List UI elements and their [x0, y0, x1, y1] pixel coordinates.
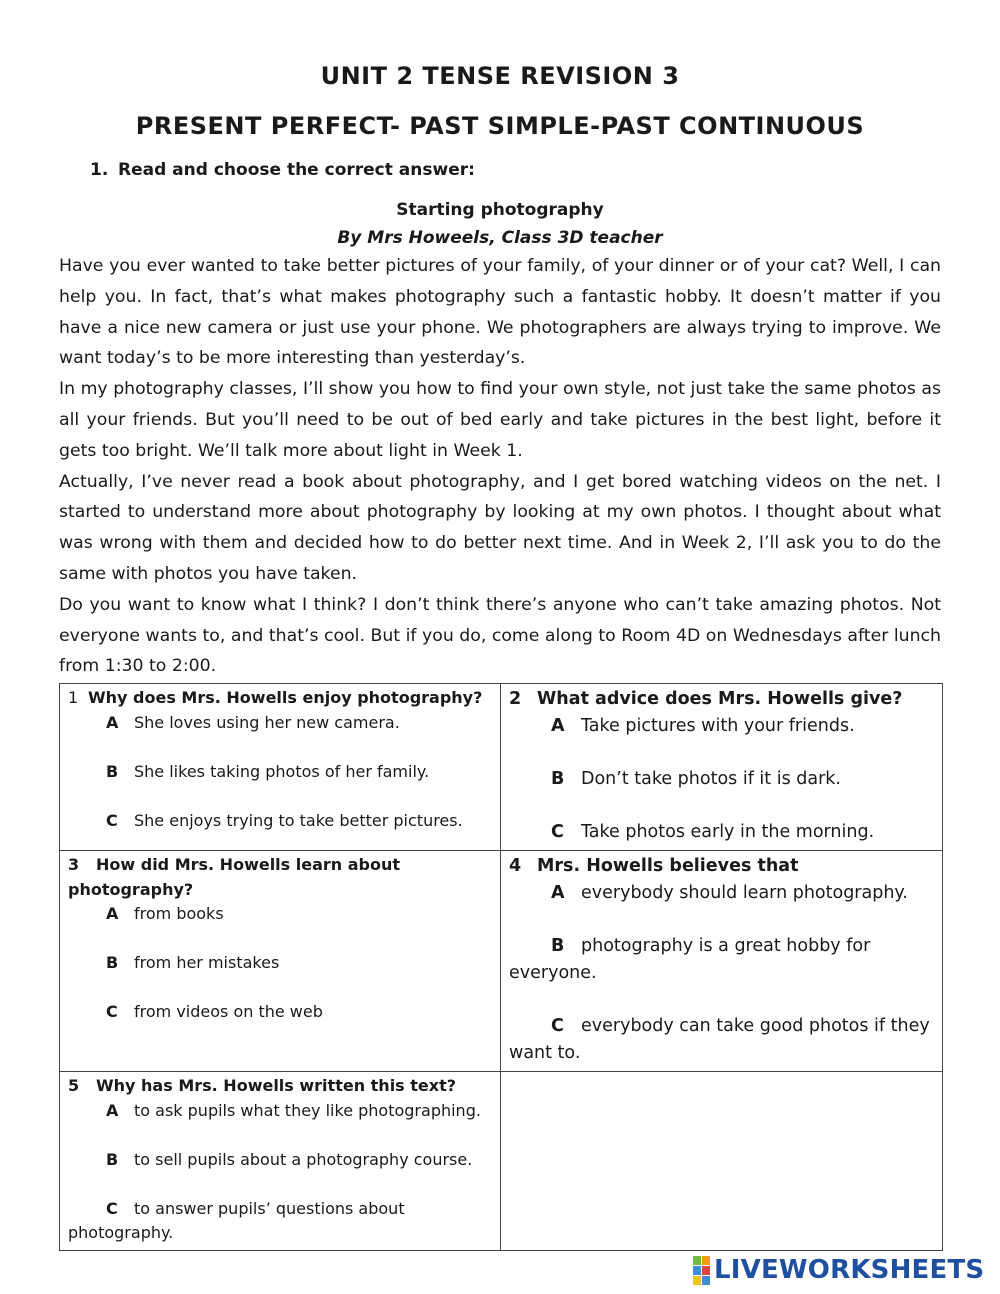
option-text: Take photos early in the morning.: [581, 822, 875, 842]
option-letter: A: [551, 716, 565, 736]
logo-mark-icon: [693, 1256, 710, 1285]
option-c[interactable]: [509, 1013, 934, 1040]
question-number: 4: [509, 856, 522, 876]
question-text: Mrs. Howells believes that: [537, 856, 799, 876]
option-c[interactable]: [68, 809, 492, 834]
question-text: How did Mrs. Howells learn about: [96, 855, 401, 874]
option-text: to sell pupils about a photography course.: [134, 1149, 473, 1169]
question-number: 3: [68, 855, 80, 874]
story-title: Starting photography: [396, 200, 604, 220]
option-letter: A: [106, 712, 119, 732]
option-text: She likes taking photos of her family.: [134, 761, 430, 781]
questions-table: [59, 683, 943, 1251]
question-4: [501, 851, 943, 1072]
option-b[interactable]: [68, 1148, 492, 1173]
option-a[interactable]: [68, 711, 492, 736]
option-b[interactable]: [509, 933, 934, 960]
option-b[interactable]: [509, 766, 934, 793]
option-text: to ask pupils what they like photographing.: [134, 1100, 481, 1120]
reading-passage: [59, 251, 941, 682]
question-1: [60, 684, 501, 851]
option-b[interactable]: [68, 951, 492, 976]
option-text: She loves using her new camera.: [134, 712, 400, 732]
question-heading: [509, 853, 934, 880]
option-letter: C: [106, 1002, 118, 1021]
option-letter: B: [551, 936, 565, 956]
option-c[interactable]: [68, 1000, 492, 1025]
question-heading-cont: photography?: [68, 879, 194, 899]
instruction-text: Read and choose the correct answer:: [118, 160, 475, 180]
liveworksheets-logo: [693, 1255, 984, 1285]
option-text: everybody should learn photography.: [581, 883, 908, 903]
option-letter: A: [106, 1100, 119, 1120]
question-2: [501, 684, 943, 851]
passage-paragraph: Have you ever wanted to take better pictures of your family, of your dinner or of your cat? Well, I can help you. In fact, that’s what makes photography such a fantastic hobby. It doesn’t matter if you have a nice new camera or just use your phone. We photographers are always trying to improve. We want today’s to be more interesting than yesterday’s.: [59, 256, 941, 369]
question-number: 1: [68, 688, 79, 707]
passage-paragraph: In my photography classes, I’ll show you how to find your own style, not just take the same photos as all your friends. But you’ll need to be out of bed early and take pictures in the best light, before it gets too bright. We’ll talk more about light in Week 1.: [59, 379, 941, 461]
option-text: to answer pupils’ questions about: [134, 1198, 405, 1218]
option-text: photography is a great hobby for: [581, 936, 871, 956]
option-text: Take pictures with your friends.: [581, 716, 855, 736]
option-text: Don’t take photos if it is dark.: [581, 769, 841, 789]
question-heading: [68, 686, 492, 711]
option-letter: B: [551, 769, 565, 789]
option-letter: B: [106, 761, 119, 781]
option-c-cont: want to.: [509, 1043, 581, 1063]
story-author: By Mrs Howeels, Class 3D teacher: [337, 228, 663, 248]
worksheet-title: UNIT 2 TENSE REVISION 3: [320, 62, 680, 90]
question-heading: [68, 1074, 492, 1099]
question-heading: [509, 686, 934, 713]
option-b[interactable]: [68, 760, 492, 785]
empty-cell: [501, 1072, 943, 1251]
question-text: What advice does Mrs. Howells give?: [537, 689, 903, 709]
option-a[interactable]: [68, 902, 492, 927]
option-letter: B: [106, 1149, 119, 1169]
instruction-number: 1.: [90, 160, 109, 180]
option-c-cont: photography.: [68, 1223, 174, 1242]
option-text: from books: [134, 904, 224, 923]
question-3: [60, 851, 501, 1072]
option-c[interactable]: [509, 819, 934, 846]
option-letter: A: [106, 904, 119, 923]
option-letter: C: [106, 810, 118, 830]
option-text: She enjoys trying to take better pictures.: [134, 810, 463, 830]
instruction: [90, 160, 475, 180]
option-text: everybody can take good photos if they: [581, 1016, 930, 1036]
logo-wordmark: LIVEWORKSHEETS: [714, 1255, 985, 1285]
question-text: Why has Mrs. Howells written this text?: [96, 1076, 457, 1095]
option-letter: C: [551, 822, 564, 842]
question-number: 2: [509, 689, 522, 709]
option-letter: C: [106, 1198, 118, 1218]
question-number: 5: [68, 1076, 80, 1095]
option-a[interactable]: [509, 713, 934, 740]
question-5: [60, 1072, 501, 1251]
option-letter: B: [106, 953, 119, 972]
option-c[interactable]: [68, 1197, 492, 1222]
option-text: from videos on the web: [134, 1002, 323, 1021]
option-b-cont: everyone.: [509, 963, 597, 983]
passage-paragraph: Actually, I’ve never read a book about photography, and I get bored watching videos on the net. I started to understand more about photography by looking at my own photos. I thought about what was wrong with them and decided how to do better next time. And in Week 2, I’ll ask you to do the same with photos you have taken.: [59, 471, 941, 584]
passage-paragraph: Do you want to know what I think? I don’t think there’s anyone who can’t take amazing photos. Not everyone wants to, and that’s cool. But if you do, come along to Room 4D on Wednesdays after lunch from 1:30 to 2:00.: [59, 594, 941, 677]
option-text: from her mistakes: [134, 953, 280, 972]
worksheet-subtitle: PRESENT PERFECT- PAST SIMPLE-PAST CONTINUOUS: [135, 112, 865, 140]
option-a[interactable]: [509, 880, 934, 907]
option-letter: C: [551, 1016, 564, 1036]
option-letter: A: [551, 883, 565, 903]
question-heading: [68, 853, 492, 878]
question-text: Why does Mrs. Howells enjoy photography?: [88, 688, 483, 707]
option-a[interactable]: [68, 1099, 492, 1124]
